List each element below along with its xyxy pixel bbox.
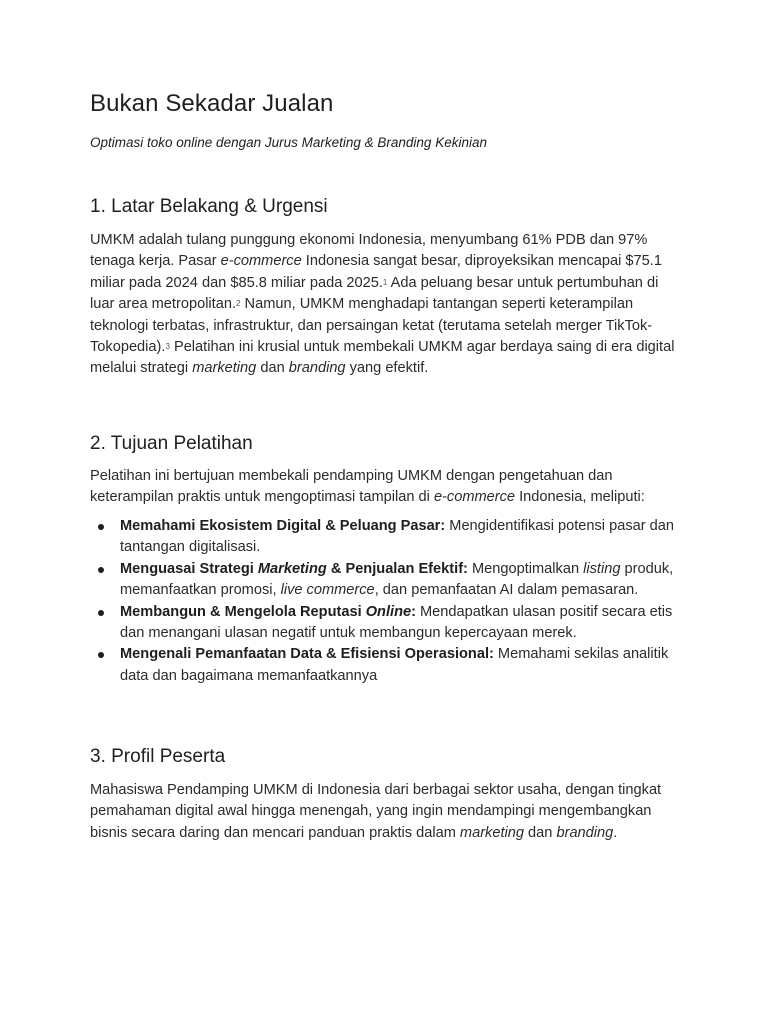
list-item-title (120, 604, 416, 620)
emphasis-run: live commerce (280, 582, 375, 599)
text-run: . (613, 824, 618, 841)
section-heading-latar-belakang: 1. Latar Belakang & Urgensi (90, 196, 328, 217)
text-run: dan (256, 360, 289, 377)
bullet-icon (98, 610, 104, 616)
footnote-marker: 1 (382, 277, 388, 287)
list-item-text: produk, memanfaatkan promosi, (120, 560, 674, 599)
text-run: Pelatihan ini bertujuan membekali pendamping UMKM dengan pengetahuan dan keterampilan praktis untuk mengoptimasi tampilan di (90, 468, 613, 506)
list-item (90, 559, 682, 602)
emphasis-run: branding (556, 824, 614, 841)
list-item-title: Mengenali Pemanfaatan Data & Efisiensi Operasional: (120, 646, 494, 663)
text-run: Indonesia, meliputi: (515, 489, 645, 506)
emphasis-run: e-commerce (433, 489, 516, 506)
title-run: & Penjualan Efektif: (326, 560, 468, 577)
list-item (90, 644, 682, 687)
emphasis-run: marketing (459, 824, 524, 841)
text-run: Pelatihan ini krusial untuk membekali UMKM agar berdaya saing di era digital melalui strategi (90, 339, 675, 377)
title-emphasis: Marketing (257, 560, 327, 577)
text-run: Mahasiswa Pendamping UMKM di Indonesia dari berbagai sektor usaha, dengan tingkat pemahaman digital awal hingga menengah, yang ingin mendampingi mengembangkan bisnis secara daring dan mencari panduan praktis dalam (90, 782, 662, 841)
footnote-marker: 3 (165, 342, 170, 352)
bullet-icon (98, 567, 104, 573)
section-heading-profil-peserta: 3. Profil Peserta (90, 746, 226, 767)
list-item (90, 602, 682, 645)
emphasis-run: marketing (192, 360, 257, 377)
list-item-text: , dan pemanfaatan AI dalam pemasaran. (374, 582, 639, 599)
list-item-text: Mendapatkan ulasan positif secara etis dan menangani ulasan negatif untuk membangun kepercayaan merek. (120, 603, 673, 642)
emphasis-run: branding (288, 360, 346, 377)
section-paragraph-tujuan-pelatihan (90, 466, 682, 509)
text-run: dan (524, 824, 557, 841)
list-item-text: Mengidentifikasi potensi pasar dan tantangan digitalisasi. (120, 518, 675, 556)
document-subtitle: Optimasi toko online dengan Jurus Marketing & Branding Kekinian (90, 135, 487, 150)
footnote-marker: 2 (236, 299, 241, 309)
list-item-text: Mengoptimalkan (467, 560, 584, 577)
objectives-list (90, 516, 682, 687)
bullet-icon (98, 524, 104, 530)
section-heading-tujuan-pelatihan: 2. Tujuan Pelatihan (90, 433, 253, 454)
list-item-text: Memahami sekilas analitik data dan bagaimana memanfaatkannya (120, 646, 669, 684)
text-run: Namun, UMKM menghadapi tantangan seperti keterampilan teknologi terbatas, infrastruktur, dan persaingan ketat (terutama setelah merger TikTok-Tokopedia). (90, 296, 653, 356)
emphasis-run: e-commerce (220, 253, 302, 270)
section-paragraph-profil-peserta (90, 780, 682, 844)
list-item-title: Memahami Ekosistem Digital & Peluang Pasar: (120, 518, 446, 534)
list-item (90, 516, 682, 559)
title-run: Menguasai Strategi (120, 560, 258, 577)
title-run: : (411, 603, 416, 620)
list-item-title (120, 561, 468, 577)
emphasis-run: listing (583, 560, 621, 577)
section-paragraph-latar-belakang (90, 230, 682, 380)
title-emphasis: Online (365, 603, 412, 620)
text-run: UMKM adalah tulang punggung ekonomi Indonesia, menyumbang 61% PDB dan 97% tenaga kerja. Pasar (90, 232, 648, 270)
text-run: yang efektif. (345, 360, 429, 377)
document-title: Bukan Sekadar Jualan (90, 90, 334, 117)
text-run: Indonesia sangat besar, diproyeksikan mencapai $75.1 miliar pada 2024 dan $85.8 miliar pada 2025. (90, 253, 662, 291)
title-run: Membangun & Mengelola Reputasi (120, 603, 366, 620)
text-run: Ada peluang besar untuk pertumbuhan di luar area metropolitan. (90, 274, 659, 313)
bullet-icon (98, 652, 104, 658)
